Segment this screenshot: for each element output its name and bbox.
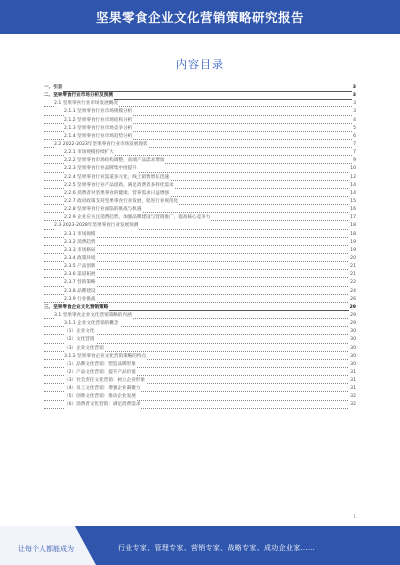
toc-entry-page: 19: [349, 239, 356, 247]
toc-entry[interactable]: [44, 100, 356, 108]
toc-entry-page: 7: [352, 149, 356, 157]
toc-entry[interactable]: [44, 393, 356, 401]
toc-entry-label: 2.2.2 坚果零食市场结构调整，高端产品需求增加: [64, 157, 165, 165]
toc-entry-label: 2.3.8 品牌建设: [64, 288, 97, 296]
toc-entry-page: 21: [349, 271, 356, 279]
toc-entry-page: 21: [349, 263, 356, 271]
toc-entry-label: 2.2.9 企业应关注消费趋势，加强品牌建设与营销推广，提高核心竞争力: [64, 214, 211, 222]
report-title: 坚果零食企业文化营销策略研究报告: [95, 10, 304, 25]
toc-entry-label: 2.3.6 渠道拓展: [64, 271, 97, 279]
toc-entry[interactable]: [44, 165, 356, 173]
toc-entry[interactable]: [44, 345, 356, 353]
toc-entry[interactable]: [44, 377, 356, 385]
toc-entry-page: 14: [349, 182, 356, 190]
toc-entry-label: 2.2.7 政府政策支持坚果零食行业发展，促进行业规范化: [64, 198, 179, 206]
toc-entry-page: 26: [349, 296, 356, 304]
toc-entry-label: 2.2.1 市场规模持续扩大: [64, 149, 115, 157]
toc-entry-label: 2.2.8 坚果零食行业面临的挑战与机遇: [64, 206, 142, 214]
toc-entry[interactable]: [44, 190, 356, 198]
toc-entry[interactable]: [44, 279, 356, 287]
toc-entry[interactable]: [44, 206, 356, 214]
toc-entry-page: 31: [349, 385, 356, 393]
toc-entry-label: 2.2.5 坚果零食行业产品创新，满足消费者多样化需求: [64, 182, 175, 190]
toc-entry[interactable]: [44, 231, 356, 239]
toc-entry-label: 2.2 2022-2023年坚果零食行业市场发展现状: [54, 141, 149, 149]
toc-entry-page: 3: [352, 108, 356, 116]
toc-entry-page: 31: [349, 377, 356, 385]
toc-entry-page: 29: [349, 304, 356, 312]
toc-entry-label: （5）创新文化营销：推动企业发展: [64, 393, 137, 401]
toc-entry[interactable]: [44, 304, 356, 312]
toc-entry[interactable]: [44, 288, 356, 296]
toc-entry-label: 2.1.3 坚果零食行业市场竞争分析: [64, 125, 133, 133]
toc-entry[interactable]: [44, 401, 356, 409]
toc-entry-page: 30: [349, 353, 356, 361]
toc-entry-page: 16: [349, 206, 356, 214]
toc-entry-label: （1）企业文化: [64, 328, 96, 336]
toc-entry-label: 3.1 坚果零食企业文化营销策略的内涵: [54, 312, 133, 320]
toc-entry-label: 3.1.2 坚果零食企业文化营销策略的特点: [64, 353, 147, 361]
toc-entry-page: 17: [349, 214, 356, 222]
toc-entry[interactable]: [44, 336, 356, 344]
footer-slogan-right: 行业专家、管理专家、营销专家、战略专家、成功企业家……: [118, 544, 316, 552]
toc-entry-label: 2.2.4 坚果零食行业渠道多元化，线上销售增长迅速: [64, 174, 170, 182]
toc-entry-label: （2）产品文化营销：提升产品价值: [64, 369, 137, 377]
toc-entry-label: 2.1.1 坚果零食行业市场规模分析: [64, 108, 133, 116]
toc-entry[interactable]: [44, 255, 356, 263]
toc-entry-page: 18: [349, 222, 356, 230]
toc-entry[interactable]: [44, 263, 356, 271]
toc-entry-page: 29: [349, 320, 356, 328]
toc-entry[interactable]: [44, 271, 356, 279]
toc-entry-label: 2.3.9 行业挑战: [64, 296, 97, 304]
toc-entry[interactable]: [44, 222, 356, 230]
toc-entry[interactable]: [44, 133, 356, 141]
toc-entry-label: 2.1 坚果零食行业市场发展概况: [54, 100, 119, 108]
toc-entry-label: 2.3.1 市场规模: [64, 231, 97, 239]
toc-entry-page: 20: [349, 255, 356, 263]
toc-entry-page: 32: [349, 393, 356, 401]
toc-entry[interactable]: [44, 149, 356, 157]
toc-entry-label: （6）消费者文化营销：满足消费需求: [64, 401, 141, 409]
toc-entry-page: 3: [352, 92, 356, 100]
toc-entry[interactable]: [44, 369, 356, 377]
toc-entry-label: 2.1.4 坚果零食行业市场趋势分析: [64, 133, 133, 141]
toc-entry-label: 2.3 2023-2028年坚果零食行业发展预测: [54, 222, 139, 230]
toc-entry-label: 2.3.2 消费趋势: [64, 239, 97, 247]
toc-entry-label: （3）企业文化营销: [64, 345, 105, 353]
toc-entry[interactable]: [44, 125, 356, 133]
toc-entry[interactable]: [44, 157, 356, 165]
toc-entry-label: （2）文化营销: [64, 336, 96, 344]
toc-entry[interactable]: [44, 214, 356, 222]
toc-entry[interactable]: [44, 312, 356, 320]
footer-band: [0, 526, 400, 565]
toc-entry-page: 19: [349, 247, 356, 255]
footer-slogan-left: 让每个人都能成为: [18, 545, 74, 553]
toc-entry-page: 4: [352, 117, 356, 125]
toc-entry[interactable]: [44, 84, 356, 92]
toc-entry-page: 9: [352, 157, 356, 165]
toc-entry[interactable]: [44, 361, 356, 369]
toc-entry-page: 10: [349, 165, 356, 173]
toc-entry[interactable]: [44, 141, 356, 149]
toc-entry-page: 14: [349, 190, 356, 198]
toc-entry-label: 3.1.1 企业文化营销的概念: [64, 320, 120, 328]
toc-entry[interactable]: [44, 320, 356, 328]
toc-entry-page: 22: [349, 279, 356, 287]
toc-entry[interactable]: [44, 296, 356, 304]
toc-entry-label: （1）品牌文化营销：塑造品牌形象: [64, 361, 137, 369]
toc-entry-label: 2.3.7 营销策略: [64, 279, 97, 287]
toc-entry-label: 2.1.2 坚果零食行业市场结构分析: [64, 117, 133, 125]
toc-title: 内容目录: [176, 58, 224, 71]
toc-entry[interactable]: [44, 108, 356, 116]
toc-entry-label: 2.2.3 坚果零食行业品牌集中度提升: [64, 165, 138, 173]
toc-entry[interactable]: [44, 182, 356, 190]
toc-entry-page: 18: [349, 231, 356, 239]
toc-entry-page: 6: [352, 133, 356, 141]
toc-entry[interactable]: [44, 247, 356, 255]
toc-entry-page: 3: [352, 100, 356, 108]
toc-entry[interactable]: [44, 117, 356, 125]
toc-entry-label: 一、引言: [44, 84, 63, 92]
toc-entry-label: （3）社会责任文化营销：树立企业形象: [64, 377, 146, 385]
toc-entry[interactable]: [44, 198, 356, 206]
toc-entry-page: 32: [349, 401, 356, 409]
toc-entry-label: 二、坚果零食行业市场分析及预测: [44, 92, 114, 100]
toc-entry-label: （4）员工文化营销：增强企业凝聚力: [64, 385, 141, 393]
toc-entry-page: 30: [349, 336, 356, 344]
toc-entry[interactable]: [44, 385, 356, 393]
toc-entry[interactable]: [44, 239, 356, 247]
toc-entry-page: 30: [349, 328, 356, 336]
toc-entry[interactable]: [44, 328, 356, 336]
toc-entry-label: 2.2.6 消费者对坚果零食的健康、营养需求日益增强: [64, 190, 170, 198]
toc-entry-page: 15: [349, 198, 356, 206]
toc-entry-page: 5: [352, 125, 356, 133]
page-number: 1: [353, 514, 356, 519]
toc-entry-page: 3: [352, 84, 356, 92]
toc-entry-label: 三、坚果零食企业文化营销策略: [44, 304, 109, 312]
table-of-contents: [44, 84, 356, 410]
toc-entry-page: 24: [349, 288, 356, 296]
toc-entry-page: 29: [349, 312, 356, 320]
toc-entry-page: 7: [352, 141, 356, 149]
toc-entry-page: 30: [349, 345, 356, 353]
toc-entry-label: 2.3.3 市场格局: [64, 247, 97, 255]
toc-entry-page: 12: [349, 174, 356, 182]
toc-entry-page: 30: [349, 361, 356, 369]
toc-entry-label: 2.3.4 政策环境: [64, 255, 97, 263]
report-title-banner: [0, 0, 400, 34]
toc-entry[interactable]: [44, 92, 356, 100]
toc-entry-page: 31: [349, 369, 356, 377]
toc-entry[interactable]: [44, 174, 356, 182]
toc-entry[interactable]: [44, 353, 356, 361]
toc-entry-label: 2.3.5 产品创新: [64, 263, 97, 271]
